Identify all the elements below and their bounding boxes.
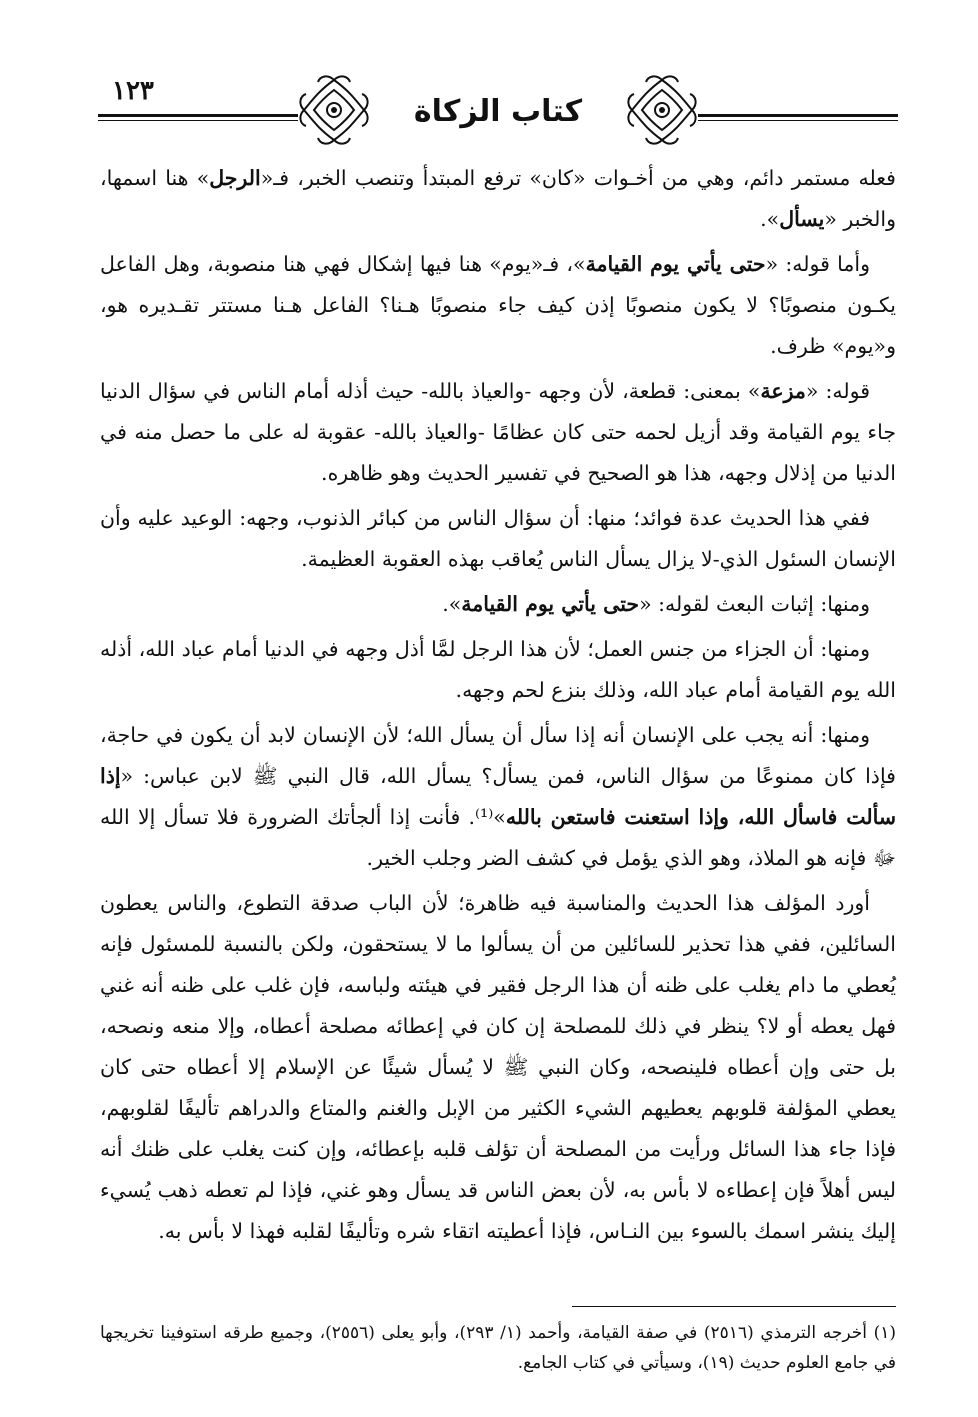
- paragraph: [100, 158, 896, 240]
- footnote: (١) أخرجه الترمذي (٢٥١٦) في صفة القيامة، وأحمد (١/ ٢٩٣)، وأبو يعلى (٢٥٥٦)، وجميع طرقه استوفينا تخريجها في جامع العلوم حديث (١٩)، وسيأتي في كتاب الجامع.: [100, 1323, 896, 1373]
- bold-quote: يسأل: [779, 207, 825, 231]
- header-title-frame: [298, 72, 698, 152]
- text-run: » بمعنى: قطعة، لأن وجهه -والعياذ بالله- حيث أذله أمام الناس في سؤال الدنيا جاء يوم القيامة وقد أزيل لحمه حتى كان عظامًا -والعياذ بالله- عقوبة له على ما حصل منه في الدنيا من إذلال وجهه، هذا هو الصحيح في تفسير الحديث وهو ظاهره.: [100, 379, 896, 485]
- page-header: [98, 72, 898, 152]
- bold-quote: إذا سألت فاسأل الله، وإذا استعنت فاستعن بالله: [100, 764, 897, 829]
- paragraph: [100, 715, 896, 879]
- paragraph: [100, 371, 896, 494]
- text-run: ومنها: أن الجزاء من جنس العمل؛ لأن هذا الرجل لمَّا أذل وجهه في الدنيا أمام عباد الله، أذله الله يوم القيامة أمام عباد الله، وذلك بنزع لحم وجهه.: [100, 637, 896, 702]
- text-run: ومنها: إثبات البعث لقوله: «: [639, 592, 870, 616]
- text-run: ففي هذا الحديث عدة فوائد؛ منها: أن سؤال الناس من كبائر الذنوب، وجهه: الوعيد عليه وأن الإنسان السئول الذي-لا يزال يسأل الناس يُعاقب بهذه العقوبة العظيمة.: [100, 506, 896, 571]
- paragraph: [100, 883, 896, 1252]
- paragraph: [100, 584, 896, 625]
- bold-quote: مزعة: [760, 379, 806, 403]
- text-run: »، فـ«يوم» هنا فيها إشكال فهي هنا منصوبة، وهل الفاعل يكـون منصوبًا؟ لا يكون منصوبًا إذن كيف جاء منصوبًا هـنا؟ الفاعل هـنا مستتر تقـديره هو، و«يوم» ظرف.: [100, 252, 896, 358]
- bold-quote: حتى يأتي يوم القيامة: [461, 592, 640, 616]
- footnote-rule: [572, 1306, 896, 1307]
- text-run: قوله: «: [805, 379, 870, 403]
- floral-ornament-icon: [626, 74, 698, 146]
- floral-ornament-icon: [298, 74, 370, 146]
- page-number: ١٢٣: [112, 76, 154, 106]
- paragraph: [100, 629, 896, 711]
- text-run: »⁽¹⁾. فأنت إذا ألجأتك الضرورة فلا تسأل إلا الله ﷻ فإنه هو الملاذ، وهو الذي يؤمل في كشف الضر وجلب الخير.: [100, 805, 896, 870]
- paragraph: [100, 498, 896, 580]
- body-text: [100, 158, 896, 1256]
- text-run: وأما قوله: «: [765, 252, 870, 276]
- text-run: أورد المؤلف هذا الحديث والمناسبة فيه ظاهرة؛ لأن الباب صدقة التطوع، والناس يعطون السائلين، ففي هذا تحذير للسائلين من أن يسألوا ما لا يستحقون، ولكن بالنسبة للمسئول فإنه يُعطي ما دام يغلب على ظنه أن هذا الرجل فقير في هيئته ولباسه، فإن غلب على ظنه أنه غني فهل يعطه أو لا؟ ينظر في ذلك للمصلحة إن كان في إعطائه مصلحة أعطاه، وإلا منعه ونصحه، بل حتى وإن أعطاه فلينصحه، وكان النبي ﷺ لا يُسأل شيئًا عن الإسلام إلا أعطاه حتى كان يعطي المؤلفة قلوبهم يعطيهم الشيء الكثير من الإبل والغنم والمتاع والدراهم تأليفًا لقلوبهم، فإذا جاء هذا السائل ورأيت من المصلحة أن تؤلف قلبه بإعطائه، وإن كنت يغلب على ظنك أنه ليس أهلاً فإن إعطاءه لا بأس به، لأن بعض الناس قد يسأل وهو غني، فإذا لم تعطه ذهب يُسيء إليك ينشر اسمك بالسوء بين النـاس، فإذا أعطيته اتقاء شره وتأليفًا لقلبه فهذا لا بأس به.: [100, 891, 896, 1243]
- bold-quote: الرجل: [209, 166, 261, 190]
- text-run: ومنها: أنه يجب على الإنسان أنه إذا سأل أن يسأل الله؛ لأن الإنسان لابد أن يكون في حاجة، فإذا كان ممنوعًا من سؤال الناس، فمن يسأل؟ يسأل الله، قال النبي ﷺ لابن عباس: «: [100, 723, 896, 788]
- text-run: ».: [760, 207, 780, 231]
- chapter-title: كتاب الزكاة: [413, 94, 583, 129]
- text-run: ».: [442, 592, 462, 616]
- bold-quote: حتى يأتي يوم القيامة: [585, 252, 766, 276]
- paragraph: [100, 244, 896, 367]
- text-run: فعله مستمر دائم، وهي من أخـوات «كان» ترفع المبتدأ وتنصب الخبر، فـ«: [260, 166, 896, 190]
- text-run: » هنا اسمها، والخبر «: [100, 166, 896, 231]
